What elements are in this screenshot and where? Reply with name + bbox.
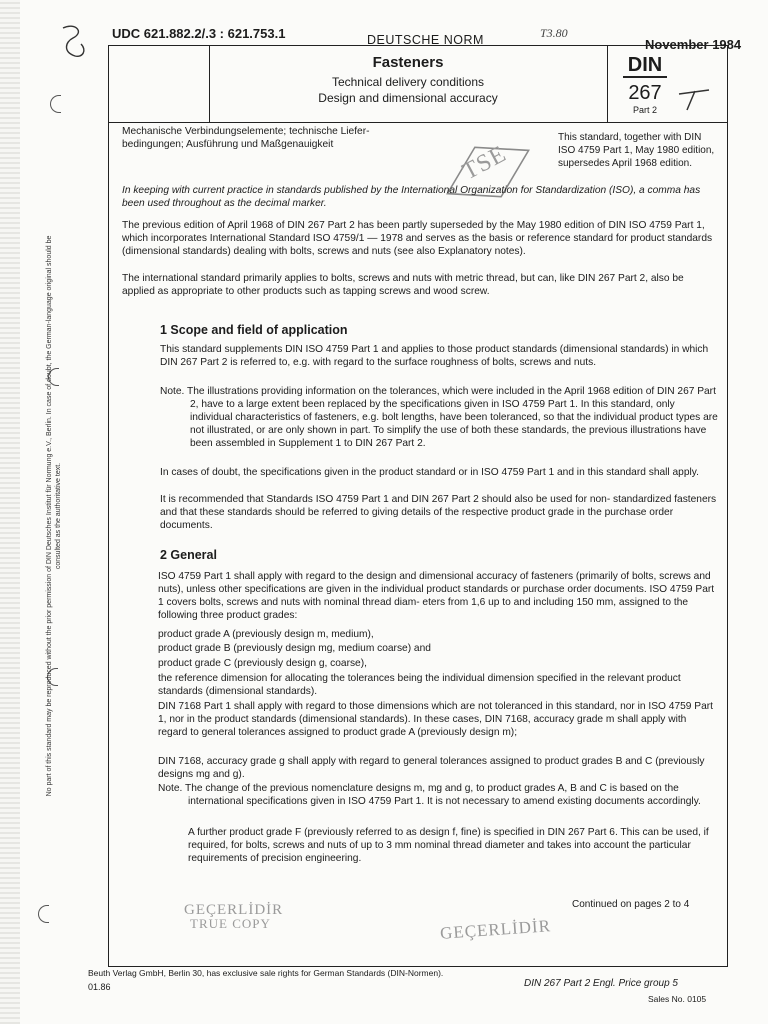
norm-label: DEUTSCHE NORM xyxy=(367,33,484,47)
gecerlidir-stamp: GEÇERLİDİR xyxy=(184,902,284,918)
supersedes-note: This standard, together with DIN ISO 4759 Part 1, May 1980 edition, supersedes April 1968 edition. xyxy=(558,132,715,169)
grade-c-line: product grade C (previously design g, coarse), xyxy=(158,658,367,669)
handwritten-scribble xyxy=(55,20,95,62)
punch-hole-mark xyxy=(50,95,61,113)
gecerlidir-stamp: GEÇERLİDİR xyxy=(439,916,552,943)
tse-stamp-text: TSE xyxy=(458,140,511,186)
decimal-marker-note: In keeping with current practice in standards published by the International Organization for Standardization (ISO), a comma has been used throughout as the decimal marker. xyxy=(122,185,701,209)
document-subtitle-1: Technical delivery conditions xyxy=(331,75,485,89)
note-paragraph: Note. The illustrations providing information on the tolerances, which were included in the April 1968 edition of DIN 267 Part 2, have to a large extent been replaced by the specifications given in ISO 4759 Part 1. In this standard, only individual characteristics of fasteners, e.g. bolt lengths, have been toleranced, so that the individual product types are not illustrated, or are only shown in part. To simplify the use of both these standards, the previous illustrations have been assembled in Supplement 1 to DIN 267 Part 2. xyxy=(160,386,718,449)
intro-paragraph: The previous edition of April 1968 of DIN 267 Part 2 has been partly superseded by the May 1980 edition of DIN ISO 4759 Part 1, which incorporates International Standard ISO 4759/1 — 1978 and serves as the basis or reference standard for product standards (dimensional standards) dealing with bolts, screws and nuts (see also Explanatory notes). xyxy=(122,220,713,257)
footer-code: 01.86 xyxy=(88,982,111,992)
true-copy-stamp: TRUE COPY xyxy=(190,916,271,931)
punch-hole-mark xyxy=(38,905,49,923)
publisher-rights: Beuth Verlag GmbH, Berlin 30, has exclusive sale rights for German Standards (DIN-Normen). xyxy=(88,968,444,978)
publication-date: November 1984 xyxy=(645,37,742,52)
handwritten-check xyxy=(675,82,719,112)
din-part: Part 2 xyxy=(632,105,657,115)
paragraph: It is recommended that Standards ISO 4759 Part 1 and DIN 267 Part 2 should also be used for non- standardized fasteners and that these standards should be referred to giving details of the respective product grade in the purchase order documents. xyxy=(160,494,717,531)
grade-a-line: product grade A (previously design m, medium), xyxy=(158,629,374,640)
paragraph: In cases of doubt, the specifications given in the product standard or in ISO 4759 Part 1 and in this standard shall apply. xyxy=(160,467,699,478)
grade-b-line: product grade B (previously design mg, medium coarse) and xyxy=(158,643,431,654)
note-paragraph: A further product grade F (previously referred to as design f, fine) is specified in DIN 267 Part 6. This can be used, if required, for bolts, screws and nuts of up to 3 mm nominal thread diameter and takes into account the particular requirements of precision engineering. xyxy=(188,827,709,864)
note-paragraph: Note. The change of the previous nomenclature designs m, mg and g, to product grades A, B and C is based on the international specifications given in ISO 4759 Part 1. It is not necessary to amend existing documents accordingly. xyxy=(158,783,701,807)
german-title: Mechanische Verbindungselemente; technische Liefer- bedingungen; Ausführung und Maßgenauigkeit xyxy=(122,126,370,150)
sales-number: Sales No. 0105 xyxy=(648,994,707,1004)
copyright-side-note: No part of this standard may be reproduced without the prior permission of DIN Deutsches Institut für Normung e.V., Berlin. In case of doubt, the German-language original should be consulted as the authoritative text. xyxy=(46,235,62,797)
paragraph: the reference dimension for allocating the tolerances being the individual dimension specified in the relevant product standards (dimensional standards). xyxy=(158,673,681,697)
scan-edge xyxy=(0,0,20,1024)
paragraph: ISO 4759 Part 1 shall apply with regard to the design and dimensional accuracy of fasteners (primarily of bolts, screws and nuts), unless other specifications are given in the individual product standards or purchase order documents. ISO 4759 Part 1 covers bolts, screws and nuts with nominal thread diam- eters from 1,6 up to and including 150 mm, assigned to the following three product grades: xyxy=(158,571,715,621)
din-number: 267 xyxy=(628,82,662,104)
paragraph: This standard supplements DIN ISO 4759 Part 1 and applies to those product standards (dimensional standards) in which DIN 267 Part 2 is referred to, e.g. with regard to the surface roughness of bolts, screws and nuts. xyxy=(160,344,709,368)
intro-paragraph: The international standard primarily applies to bolts, screws and nuts with metric thread, but can, like DIN 267 Part 2, also be applied as appropriate to other products such as tapping screws and wood screw. xyxy=(122,273,684,297)
title-divider xyxy=(607,46,608,122)
din-label: DIN xyxy=(623,54,667,78)
title-rule xyxy=(109,122,727,123)
document-title: Fasteners xyxy=(372,54,444,71)
udc-code: UDC 621.882.2/.3 : 621.753.1 xyxy=(112,26,286,41)
continued-note: Continued on pages 2 to 4 xyxy=(572,899,690,910)
document-subtitle-2: Design and dimensional accuracy xyxy=(318,91,498,105)
title-left-cell xyxy=(109,46,210,122)
section-2-heading: 2 General xyxy=(160,548,217,562)
section-1-heading: 1 Scope and field of application xyxy=(160,323,348,337)
footer-reference: DIN 267 Part 2 Engl. Price group 5 xyxy=(524,978,678,989)
paragraph: DIN 7168 Part 1 shall apply with regard to those dimensions which are not toleranced in this standard, nor in ISO 4759 Part 1, nor in the product standards (dimensional standards). In these cases, DIN 7168, accuracy grade m shall apply with regard to general tolerances assigned to product grade A (previously design m); xyxy=(158,701,713,738)
paragraph: DIN 7168, accuracy grade g shall apply with regard to general tolerances assigned to product grades B and C (previously designs mg and g). xyxy=(158,756,705,780)
handwritten-note: T3.80 xyxy=(540,26,568,40)
